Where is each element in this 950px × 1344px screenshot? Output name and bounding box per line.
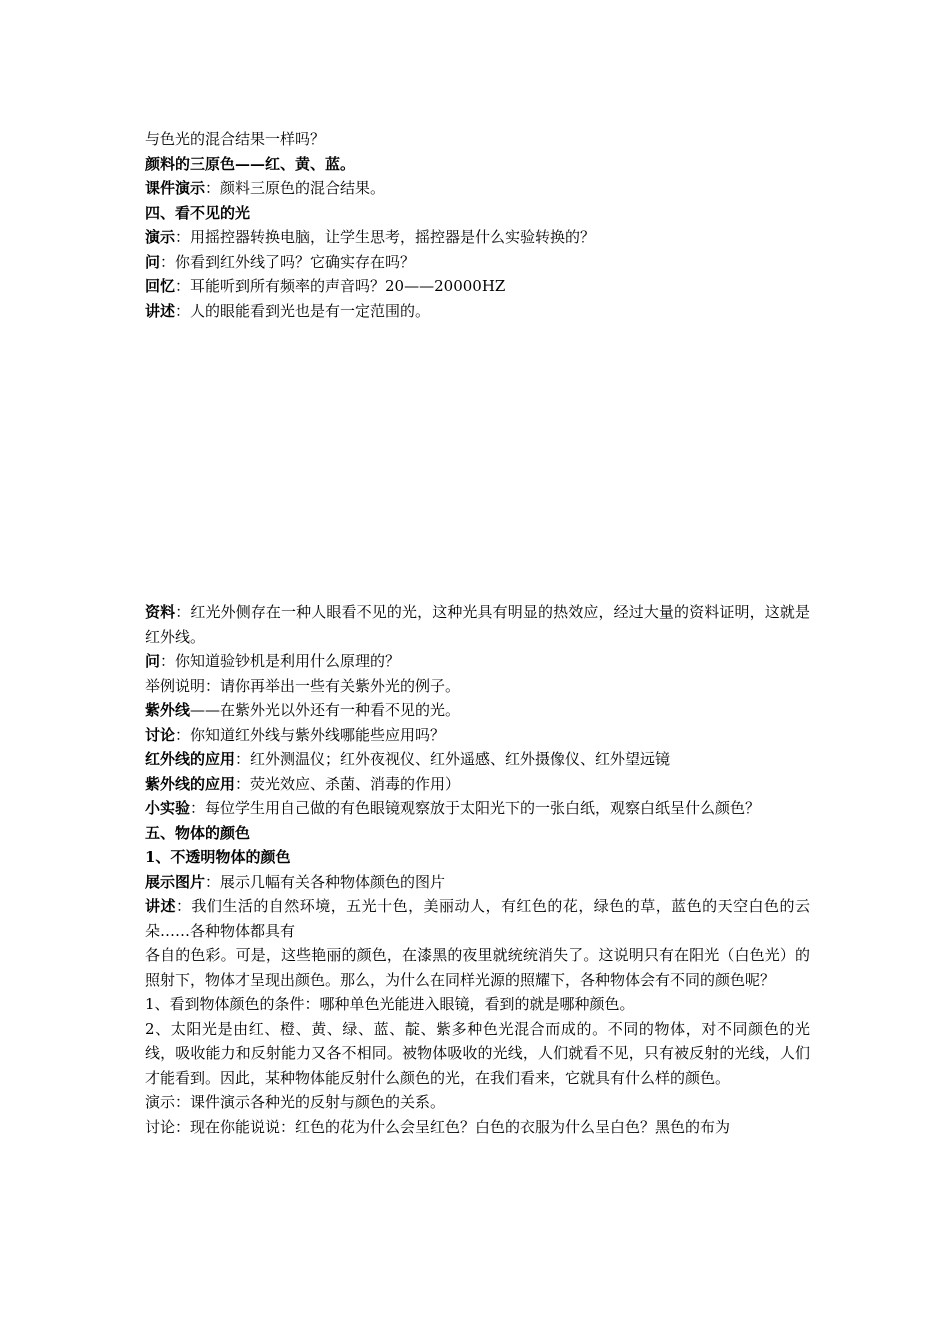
section-heading — [145, 821, 810, 846]
paragraph — [145, 1017, 810, 1091]
paragraph-line — [145, 299, 810, 324]
paragraph — [145, 796, 810, 821]
paragraph-line — [145, 1115, 810, 1140]
text: 2、太阳光是由红、橙、黄、绿、蓝、靛、紫多种色光混合而成的。不同的物体，对不同颜色的光线，吸收能力和反射能力又各不相同。被物体吸收的光线，人们就看不见，只有被反射的光线，人们才能看到。因此，某种物体能反射什么颜色的光，在我们看来，它就具有什么样的颜色。 — [145, 1019, 810, 1087]
text: 五、物体的颜色 — [145, 823, 251, 842]
label: 红外线的应用 — [145, 750, 236, 768]
paragraph-line — [145, 747, 810, 772]
text: ：我们生活的自然环境，五光十色，美丽动人，有红色的花，绿色的草，蓝色的天空白色的云朵……各种物体都具有 — [145, 897, 810, 940]
text: ：人的眼能看到光也是有一定范围的。 — [175, 301, 431, 320]
text: 四、看不见的光 — [145, 203, 251, 222]
text: 讨论：现在你能说说：红色的花为什么会呈红色？白色的衣服为什么呈白色？黑色的布为 — [145, 1117, 731, 1136]
paragraph-line — [145, 723, 810, 748]
label: 紫外线的应用 — [145, 774, 236, 793]
paragraph — [145, 600, 810, 649]
subsection-heading — [145, 845, 810, 870]
paragraph-line — [145, 1090, 810, 1115]
text: 颜料的三原色——红、黄、蓝。 — [145, 154, 356, 173]
text: 举例说明：请你再举出一些有关紫外光的例子。 — [145, 676, 461, 695]
text: 各自的色彩。可是，这些艳丽的颜色，在漆黑的夜里就统统消失了。这说明只有在阳光（白色光）的照射下，物体才呈现出颜色。那么，为什么在同样光源的照耀下，各种物体会有不同的颜色呢？ — [145, 946, 810, 989]
text: ：荧光效应、杀菌、消毒的作用） — [235, 774, 461, 793]
label: 演示 — [145, 228, 176, 246]
text: 演示：课件演示各种光的反射与颜色的关系。 — [145, 1093, 446, 1111]
paragraph — [145, 894, 810, 943]
text: 1、看到物体颜色的条件：哪种单色光能进入眼镜，看到的就是哪种颜色。 — [145, 995, 635, 1013]
text: ：每位学生用自己做的有色眼镜观察放于太阳光下的一张白纸，观察白纸呈什么颜色？ — [190, 799, 761, 817]
text: ——在紫外光以外还有一种看不见的光。 — [190, 701, 461, 719]
paragraph-line — [145, 250, 810, 275]
paragraph-line — [145, 870, 810, 895]
paragraph-line — [145, 772, 810, 797]
label: 课件演示 — [145, 179, 206, 197]
text: ：展示几幅有关各种物体颜色的图片 — [205, 872, 446, 891]
section-heading — [145, 201, 810, 226]
text: ：你看到红外线了吗？它确实存在吗？ — [160, 252, 416, 271]
text: ：耳能听到所有频率的声音吗？20——20000HZ — [175, 277, 506, 295]
paragraph-line — [145, 176, 810, 201]
label: 问 — [145, 252, 161, 271]
label: 紫外线 — [145, 701, 191, 719]
label: 资料 — [145, 603, 176, 621]
heading-primary-colors — [145, 152, 810, 177]
bottom-text-block — [145, 600, 810, 1139]
top-text-block — [145, 127, 810, 323]
text: ：你知道验钞机是利用什么原理的？ — [160, 652, 401, 670]
text: ：红光外侧存在一种人眼看不见的光，这种光具有明显的热效应，经过大量的资料证明，这就是红外线。 — [145, 603, 810, 646]
paragraph-line — [145, 992, 810, 1017]
paragraph-line — [145, 649, 810, 674]
paragraph-line — [145, 274, 810, 299]
paragraph — [145, 943, 810, 992]
label: 讨论 — [145, 725, 176, 744]
label: 回忆 — [145, 277, 176, 295]
text: ：用摇控器转换电脑，让学生思考，摇控器是什么实验转换的？ — [175, 228, 596, 246]
text: ：你知道红外线与紫外线哪能些应用吗？ — [175, 725, 446, 744]
paragraph-line — [145, 127, 810, 152]
text: ：颜料三原色的混合结果。 — [205, 179, 386, 197]
label: 小实验 — [145, 799, 191, 817]
label: 讲述 — [145, 897, 176, 915]
text: 与色光的混合结果一样吗？ — [145, 130, 326, 148]
text: ：红外测温仪；红外夜视仪、红外遥感、红外摄像仪、红外望远镜 — [235, 750, 671, 768]
paragraph-line — [145, 674, 810, 699]
paragraph-line — [145, 225, 810, 250]
label: 问 — [145, 652, 161, 670]
label: 讲述 — [145, 301, 176, 320]
text: 1、不透明物体的颜色 — [145, 848, 291, 866]
label: 展示图片 — [145, 872, 206, 891]
paragraph-line — [145, 698, 810, 723]
